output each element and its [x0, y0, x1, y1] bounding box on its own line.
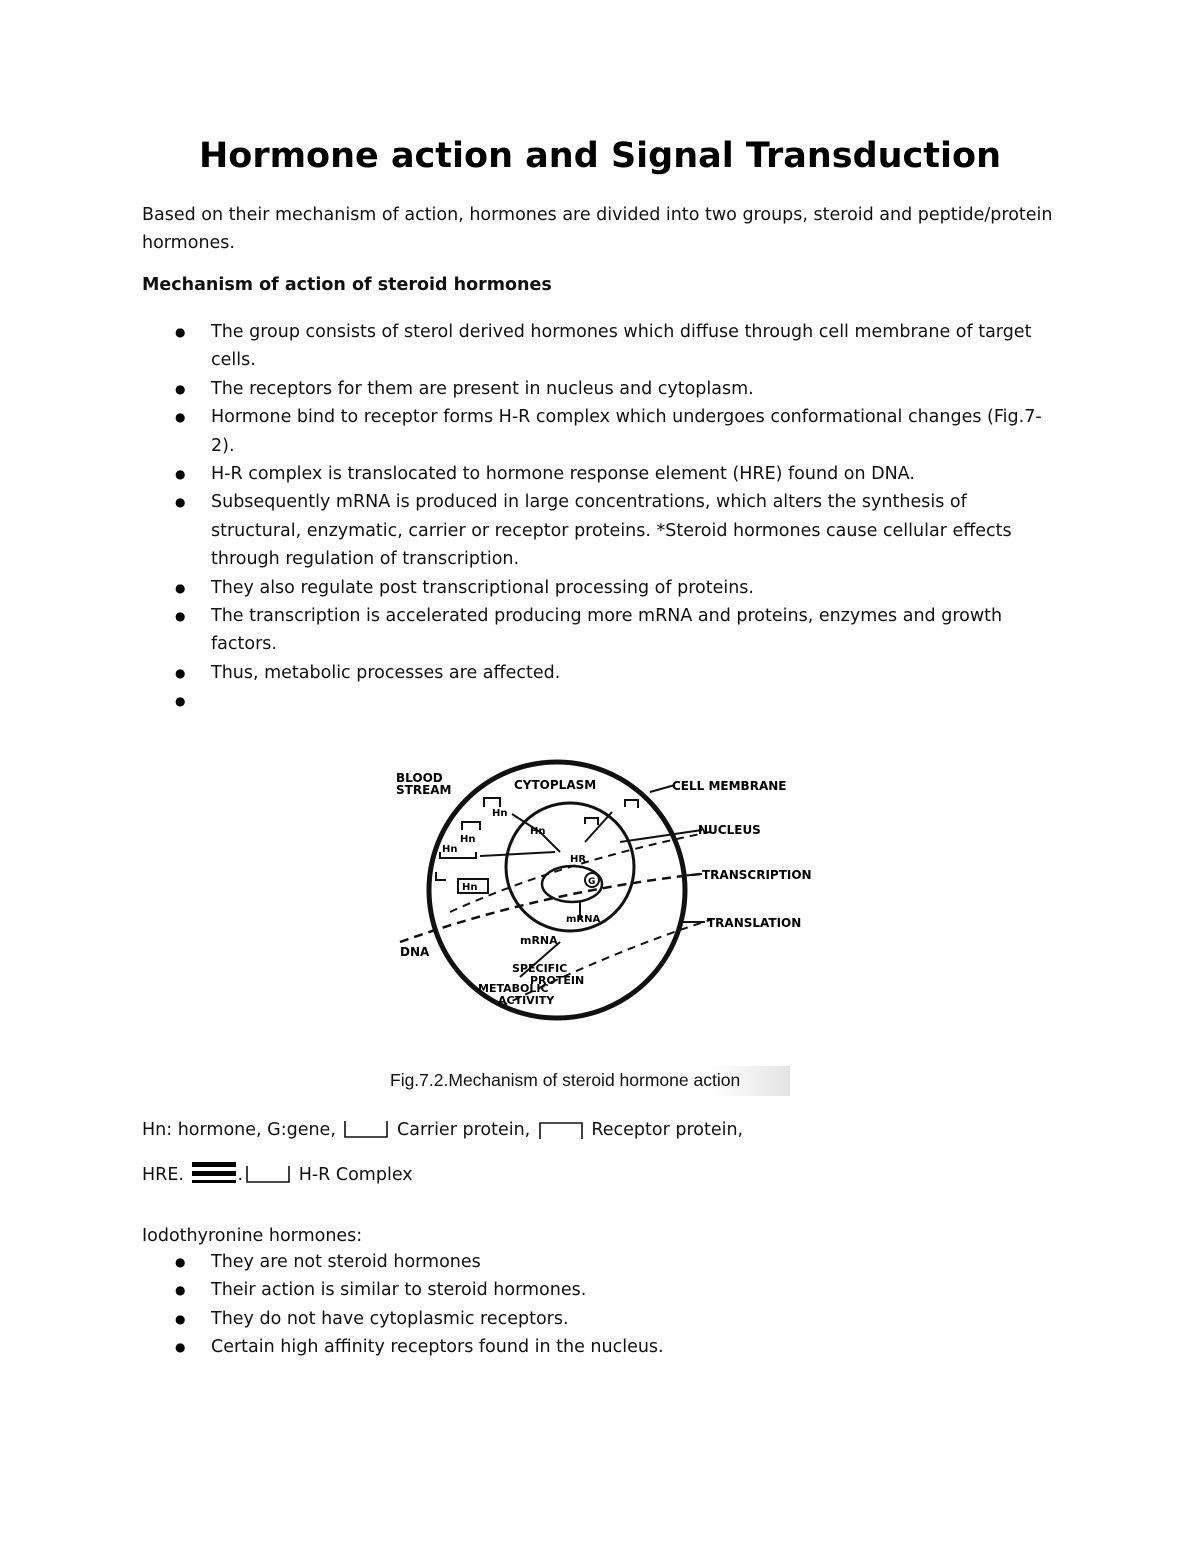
figure-label-hn: Hn: [460, 834, 476, 845]
figure-label-g: G: [588, 877, 596, 887]
figure-label-blood: BLOOD: [396, 771, 443, 785]
figure-label-metabolic: METABOLIC: [478, 982, 549, 995]
list-item: ● They are not steroid hormones: [142, 1248, 1062, 1276]
receptor-mark: [436, 872, 446, 880]
legend-separator: .: [237, 1165, 244, 1185]
intro-paragraph: Based on their mechanism of action, hormones are divided into two groups, steroid and peptide/protein hormones.: [142, 205, 1053, 253]
figure-label-activity: ACTIVITY: [498, 994, 555, 1007]
figure-caption: Fig.7.2.Mechanism of steroid hormone action: [390, 1066, 790, 1096]
carrier-protein-symbol: [341, 1119, 391, 1141]
figure-label-hr: HR: [570, 854, 587, 865]
legend-text: H-R Complex: [298, 1165, 413, 1185]
figure-label-specific: SPECIFIC: [512, 962, 568, 975]
steroid-mechanism-figure: [380, 752, 820, 1052]
legend-text: Hn: hormone, G:gene,: [142, 1120, 336, 1140]
figure-label-hn: Hn: [492, 808, 508, 819]
list-item: ● Subsequently mRNA is produced in large concentrations, which alters the synthesis of structural, enzymatic, carrier or receptor proteins. *Steroid hormones cause cellular effects through regulation of transcription.: [142, 488, 1062, 573]
figure-label-transcription: TRANSCRIPTION: [702, 868, 812, 882]
receptor-mark: [484, 798, 500, 807]
steroid-heading: Mechanism of action of steroid hormones: [142, 275, 552, 295]
list-item: ● The group consists of sterol derived hormones which diffuse through cell membrane of target cells.: [142, 318, 1062, 375]
figure-label-hn: Hn: [462, 882, 478, 893]
legend-text: Carrier protein,: [397, 1120, 531, 1140]
steroid-bullet-list: [142, 318, 1062, 716]
list-item: ● Hormone bind to receptor forms H-R complex which undergoes conformational changes (Fig.7-2).: [142, 403, 1062, 460]
hre-symbol: [190, 1160, 238, 1190]
figure-label-nucleus: NUCLEUS: [698, 823, 761, 837]
arrow: [480, 852, 555, 856]
figure-legend-line-2: [142, 1160, 413, 1190]
transcription-dashed-line: [450, 832, 710, 912]
figure-label-stream: STREAM: [396, 783, 452, 797]
list-item: ● Certain high affinity receptors found in the nucleus.: [142, 1333, 1062, 1361]
figure-label-cell-membrane: CELL MEMBRANE: [672, 779, 787, 793]
dna-dashed-line: [400, 874, 700, 942]
arrow: [585, 812, 612, 842]
figure-label-mrna: mRNA: [520, 934, 558, 947]
legend-text: HRE.: [142, 1165, 184, 1185]
figure-legend-line-1: [142, 1116, 743, 1144]
list-item: ● The transcription is accelerated producing more mRNA and proteins, enzymes and growth factors.: [142, 602, 1062, 659]
receptor-mark: [585, 818, 598, 825]
figure-label-mrna: mRNA: [566, 914, 601, 925]
list-item: ● They also regulate post transcriptional processing of proteins.: [142, 574, 1062, 602]
figure-label-dna: DNA: [400, 945, 430, 959]
figure-label-hn: Hn: [442, 844, 458, 855]
hr-complex-symbol: [243, 1164, 293, 1186]
receptor-protein-symbol: [536, 1119, 586, 1141]
page-title: Hormone action and Signal Transduction: [198, 136, 1001, 176]
figure-label-cytoplasm: CYTOPLASM: [514, 778, 597, 792]
legend-text: Receptor protein,: [591, 1120, 744, 1140]
list-item: ● The receptors for them are present in nucleus and cytoplasm.: [142, 375, 1062, 403]
iodothyronine-bullet-list: [142, 1248, 1062, 1362]
list-item: ● Their action is similar to steroid hormones.: [142, 1276, 1062, 1304]
list-item: [142, 687, 1062, 715]
list-item: ● Thus, metabolic processes are affected.: [142, 659, 1062, 687]
figure-label-translation: TRANSLATION: [707, 916, 802, 930]
figure-label-protein: PROTEIN: [530, 974, 585, 987]
list-item: ● H-R complex is translocated to hormone response element (HRE) found on DNA.: [142, 460, 1062, 488]
receptor-mark: [462, 822, 480, 830]
figure-label-hn: Hn: [530, 826, 546, 837]
iodothyronine-heading: Iodothyronine hormones:: [142, 1225, 363, 1246]
receptor-mark: [625, 800, 638, 808]
list-item: ● They do not have cytoplasmic receptors.: [142, 1305, 1062, 1333]
